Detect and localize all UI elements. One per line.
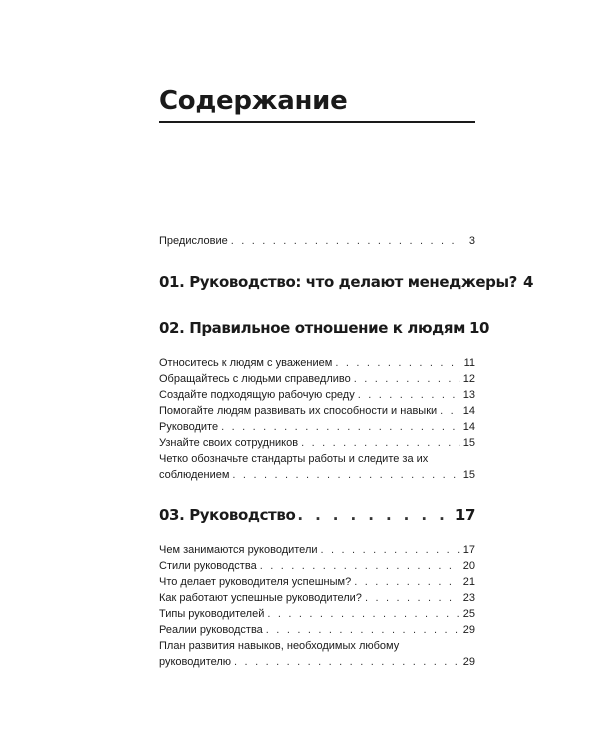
- chapter-label: 03. Руководство: [159, 506, 296, 524]
- entry-label: Помогайте людям развивать их способности и навыки: [159, 405, 438, 417]
- dot-leader: [266, 622, 460, 638]
- toc-chapter-01[interactable]: [159, 272, 533, 292]
- dot-leader: [267, 606, 459, 622]
- entry-label: Руководите: [159, 421, 219, 433]
- toc-entry[interactable]: [159, 355, 475, 371]
- entry-page: 14: [462, 405, 475, 417]
- entry-label-line1: Четко обозначьте стандарты работы и следите за их: [159, 453, 429, 465]
- entry-label: Как работают успешные руководители?: [159, 592, 362, 604]
- table-of-contents: [159, 233, 533, 670]
- entry-label: Стили руководства: [159, 560, 257, 572]
- dot-leader: [335, 355, 460, 371]
- page-title: Содержание: [159, 86, 348, 116]
- toc-entry[interactable]: [159, 574, 475, 590]
- toc-entry[interactable]: [159, 590, 475, 606]
- dot-leader: [301, 435, 460, 451]
- toc-entry[interactable]: [159, 622, 475, 638]
- entry-label: Создайте подходящую рабочую среду: [159, 389, 355, 401]
- entry-label: Обращайтесь с людьми справедливо: [159, 373, 351, 385]
- entry-label: Чем занимаются руководители: [159, 544, 318, 556]
- dot-leader: [440, 403, 460, 419]
- entry-label: Типы руководителей: [159, 608, 265, 620]
- entry-page: 23: [462, 592, 475, 604]
- toc-entry[interactable]: [159, 542, 475, 558]
- dot-leader: [234, 654, 460, 670]
- title-rule: [159, 121, 475, 123]
- toc-chapter-03[interactable]: [159, 505, 475, 525]
- entry-label: Реалии руководства: [159, 624, 263, 636]
- toc-entry-preface[interactable]: [159, 233, 475, 249]
- dot-leader: [260, 558, 460, 574]
- entry-page: 12: [462, 373, 475, 385]
- dot-leader: [358, 387, 460, 403]
- dot-leader: [354, 371, 460, 387]
- entry-label: руководителю: [159, 656, 232, 668]
- dot-leader: [231, 233, 460, 249]
- entry-label: Узнайте своих сотрудников: [159, 437, 299, 449]
- entry-label: Относитесь к людям с уважением: [159, 357, 333, 369]
- toc-entry[interactable]: [159, 419, 475, 435]
- entry-page: 15: [462, 469, 475, 481]
- entry-label: соблюдением: [159, 469, 230, 481]
- chapter-page: 10: [468, 319, 490, 337]
- entry-page: 13: [462, 389, 475, 401]
- toc-entry-multiline[interactable]: [159, 638, 475, 670]
- entry-label: Предисловие: [159, 235, 228, 247]
- dot-leader: [354, 574, 460, 590]
- chapter-page: 4: [522, 273, 533, 291]
- dot-leader: [321, 542, 460, 558]
- toc-entry[interactable]: [159, 371, 475, 387]
- chapter-page: 17: [454, 506, 475, 524]
- entry-page: 20: [462, 560, 475, 572]
- entry-label-line1: План развития навыков, необходимых любому: [159, 640, 400, 652]
- chapter-label: 01. Руководство: что делают менеджеры?: [159, 273, 517, 291]
- dot-leader: [232, 467, 459, 483]
- toc-entry[interactable]: [159, 606, 475, 622]
- toc-entry[interactable]: [159, 435, 475, 451]
- toc-entry[interactable]: [159, 558, 475, 574]
- entry-page: 11: [463, 357, 475, 369]
- entry-page: 17: [462, 544, 475, 556]
- chapter-label: 02. Правильное отношение к людям: [159, 319, 465, 337]
- dot-leader: [297, 505, 453, 525]
- entry-label: Что делает руководителя успешным?: [159, 576, 352, 588]
- entry-page: 29: [462, 624, 475, 636]
- dot-leader: [365, 590, 460, 606]
- entry-page: 14: [462, 421, 475, 433]
- entry-page: 25: [462, 608, 475, 620]
- entry-page: 3: [468, 235, 475, 247]
- toc-entry[interactable]: [159, 403, 475, 419]
- entry-page: 29: [462, 656, 475, 668]
- toc-entry-multiline[interactable]: [159, 451, 475, 483]
- toc-entry[interactable]: [159, 387, 475, 403]
- toc-chapter-02[interactable]: [159, 318, 490, 338]
- entry-page: 15: [462, 437, 475, 449]
- toc-page: [159, 0, 533, 750]
- entry-page: 21: [462, 576, 475, 588]
- dot-leader: [221, 419, 460, 435]
